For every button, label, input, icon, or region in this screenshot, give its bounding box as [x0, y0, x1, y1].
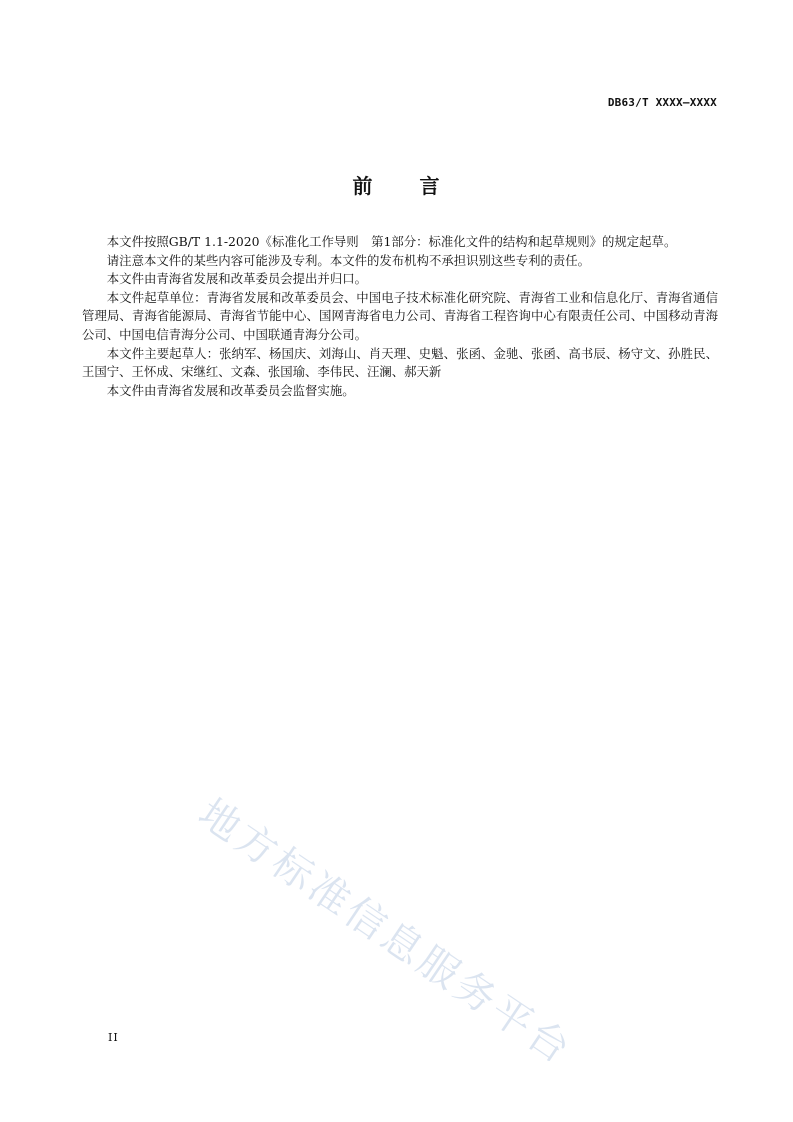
- watermark: 地方标准信息服务平台: [190, 790, 581, 1075]
- title-char-2: 言: [419, 174, 441, 198]
- paragraph-proposer: 本文件由青海省发展和改革委员会提出并归口。: [106, 271, 367, 287]
- page-number: II: [108, 1031, 119, 1044]
- preface-body: [82, 233, 718, 400]
- paragraph-drafting-rules: 本文件按照GB/T 1.1-2020《标准化工作导则 第1部分：标准化文件的结构和起草规则》的规定起草。: [106, 234, 677, 249]
- paragraph-drafting-units: 本文件起草单位：青海省发展和改革委员会、中国电子技术标准化研究院、青海省工业和信息化厅、青海省通信管理局、青海省能源局、青海省节能中心、国网青海省电力公司、青海省工程咨询中心有限责任公司、中国移动青海公司、中国电信青海分公司、中国联通青海分公司。: [82, 289, 718, 342]
- title-char-1: 前: [352, 174, 374, 198]
- page-title: [0, 170, 793, 199]
- paragraph-supervision: 本文件由青海省发展和改革委员会监督实施。: [106, 382, 355, 398]
- document-code: DB63/T XXXX—XXXX: [607, 96, 717, 109]
- paragraph-drafters: 本文件主要起草人：张纳军、杨国庆、刘海山、肖天理、史魁、张函、金驰、张函、高书辰、杨守文、孙胜民、王国宁、王怀成、宋继红、文森、张国瑜、李伟民、汪澜、郝天新: [82, 345, 718, 380]
- paragraph-patent-notice: 请注意本文件的某些内容可能涉及专利。本文件的发布机构不承担识别这些专利的责任。: [106, 252, 591, 268]
